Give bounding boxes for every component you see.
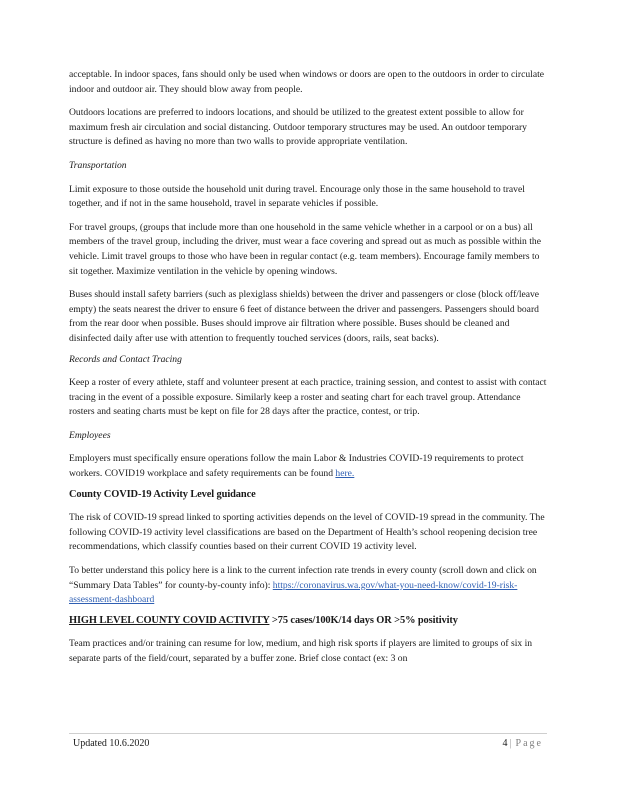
page-footer (69, 733, 547, 754)
section-heading-transportation: Transportation (69, 159, 127, 171)
infection-trends-text: To better understand this policy here is a link to the current infection rate trends in every county (scroll down and click on “Summary Data Tables” for county-by-county info): (69, 565, 537, 591)
page-number: 4 (502, 738, 508, 749)
paragraph-roster: Keep a roster of every athlete, staff and volunteer present at each practice, training session, and contest to assist with contact tracing in the event of a possible exposure. Similarly keep a roster and seating chart for each travel group. Attendance rosters and seating charts must be kept on file for 28 days after the practice, contest, or trip. (69, 377, 547, 418)
page-content (69, 68, 547, 676)
footer-page-number (503, 738, 543, 749)
section-heading-high-level (69, 614, 547, 629)
paragraph-buses: Buses should install safety barriers (such as plexiglass shields) between the driver and passengers or close (block off/leave empty) the seats nearest the driver to ensure 6 feet of distance between the driver and passengers. Passengers should board from the rear door when possible. Buses should improve air filtration where possible. Buses should be cleaned and disinfected daily after use with attention to frequently touched services (doors, rails, seat backs). (69, 289, 540, 344)
section-heading-employees: Employees (69, 429, 111, 441)
footer-updated-date: Updated 10.6.2020 (73, 738, 150, 749)
paragraph-fans: acceptable. In indoor spaces, fans should only be used when windows or doors are open to the outdoors in order to circulate indoor and outdoor air. They should blow away from people. (69, 69, 545, 95)
paragraph-team-practices: Team practices and/or training can resume for low, medium, and high risk sports if players are limited to groups of six in separate parts of the field/court, separated by a buffer zone. Brief close contact (ex: 3 on (69, 638, 533, 664)
paragraph-infection-trends (69, 564, 547, 608)
high-level-label: HIGH LEVEL COUNTY COVID ACTIVITY (69, 614, 270, 626)
page-separator: | (509, 738, 512, 749)
paragraph-outdoor-locations: Outdoors locations are preferred to indoors locations, and should be utilized to the greatest extent possible to allow for maximum fresh air circulation and social distancing. Outdoor temporary structures may be used. An outdoor temporary structure is defined as having no more than two walls to provide appropriate ventilation. (69, 107, 527, 148)
paragraph-travel-groups: For travel groups, (groups that include more than one household in the same vehicle whether in a carpool or on a bus) all members of the travel group, including the driver, must wear a face covering and spread out as much as possible within the vehicle. Limit travel groups to those who have been in regular contact (e.g. team members). Encourage family members to sit together. Maximize ventilation in the vehicle by opening windows. (69, 221, 541, 277)
paragraph-employers (69, 452, 547, 481)
section-heading-records: Records and Contact Tracing (69, 353, 182, 365)
section-heading-county-guidance: County COVID-19 Activity Level guidance (69, 488, 256, 500)
paragraph-limit-exposure: Limit exposure to those outside the household unit during travel. Encourage only those in the same household to travel together, and if not in the same household, travel in separate vehicles if possible. (69, 183, 525, 210)
page-word: Page (515, 738, 543, 749)
high-level-threshold: >75 cases/100K/14 days OR >5% positivity (269, 614, 458, 626)
dashboard-link[interactable]: https://coronavirus.wa.gov/what-you-need-know/covid-19-risk-assessment-dashboard (69, 579, 518, 606)
employers-text: Employers must specifically ensure operations follow the main Labor & Industries COVID-19 requirements to protect workers. COVID19 workplace and safety requirements can be found (69, 453, 524, 480)
here-link[interactable]: here. (335, 468, 355, 480)
paragraph-risk-spread: The risk of COVID-19 spread linked to sporting activities depends on the level of COVID-19 spread in the community. The following COVID-19 activity level classifications are based on the Department of Health’s school reopening decision tree recommendations, which classify counties based on their current COVID 19 activity level. (69, 512, 545, 553)
